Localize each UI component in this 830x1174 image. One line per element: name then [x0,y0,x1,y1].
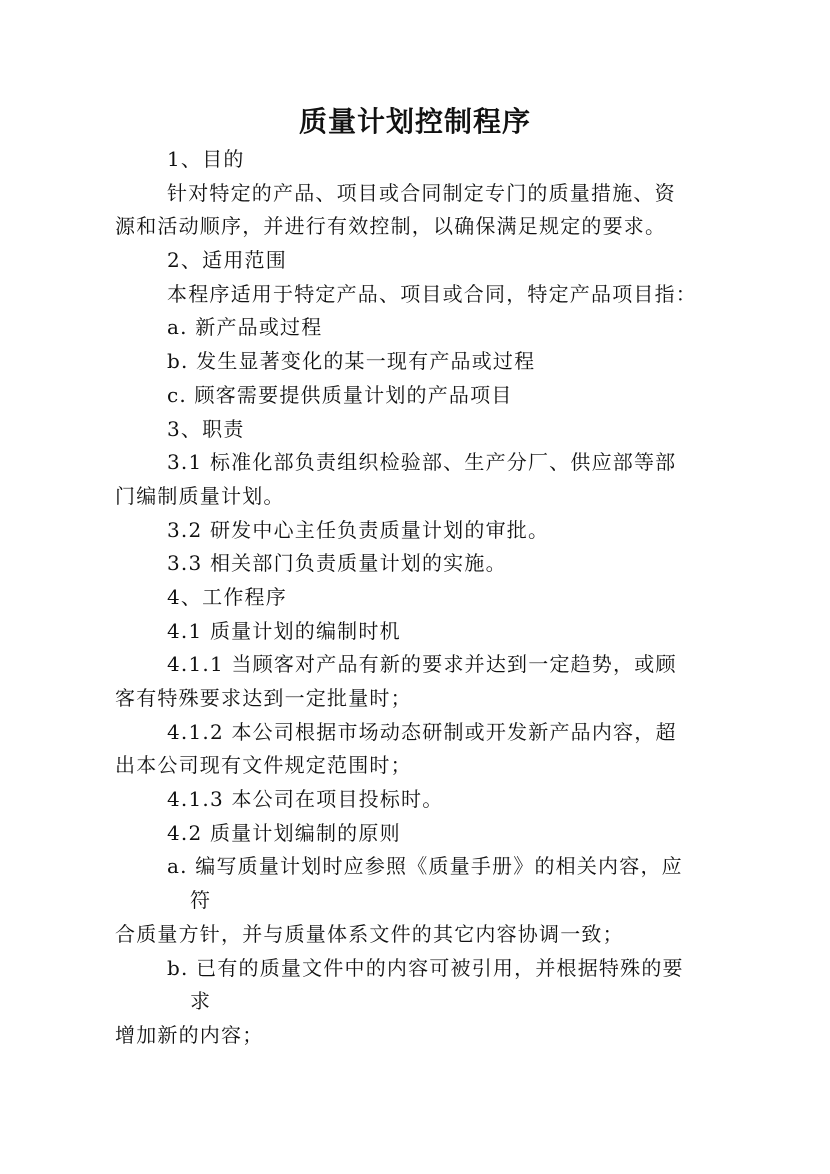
text-line: 本程序适用于特定产品、项目或合同，特定产品项目指： [167,281,697,306]
text-line: 1、目的 [167,147,245,171]
text-line: a. 新产品或过程 [167,315,323,340]
text-line: 针对特定的产品、项目或合同制定专门的质量措施、资 [167,180,676,205]
text-line: a. 编写质量计划时应参照《质量手册》的相关内容，应 [167,854,683,879]
text-line: 符 [190,888,212,913]
text-line: 3、职责 [167,416,245,441]
text-line: 源和活动顺序，并进行有效控制，以确保满足规定的要求。 [115,214,667,239]
text-line: 4.1.1 当顾客对产品有新的要求并达到一定趋势，或顾 [167,652,677,677]
text-line: c. 顾客需要提供质量计划的产品项目 [167,382,513,407]
text-line: 4.1 质量计划的编制时机 [167,618,401,643]
text-line: 4.2 质量计划编制的原则 [167,820,401,845]
text-line: 客有特殊要求达到一定批量时； [115,686,412,710]
text-line: 3.2 研发中心主任负责质量计划的审批。 [167,517,550,542]
text-line: 4.1.3 本公司在项目投标时。 [167,787,444,812]
document-body [115,143,715,1053]
text-line: 3.3 相关部门负责质量计划的实施。 [167,551,507,576]
document-title: 质量计划控制程序 [298,105,531,138]
text-line: 4、工作程序 [167,584,287,609]
text-line: 增加新的内容； [115,1022,264,1047]
text-line: 门编制质量计划。 [115,483,285,508]
text-line: b. 已有的质量文件中的内容可被引用，并根据特殊的要 [167,955,684,980]
text-line: 4.1.2 本公司根据市场动态研制或开发新产品内容，超 [167,719,677,744]
text-line: 3.1 标准化部负责组织检验部、生产分厂、供应部等部 [167,450,677,475]
text-line: 求 [190,989,212,1014]
text-line: 2、适用范围 [167,248,287,273]
text-line: 出本公司现有文件规定范围时； [115,753,412,778]
text-line: 合质量方针，并与质量体系文件的其它内容协调一致； [115,921,624,946]
text-line: b. 发生显著变化的某一现有产品或过程 [167,349,536,374]
